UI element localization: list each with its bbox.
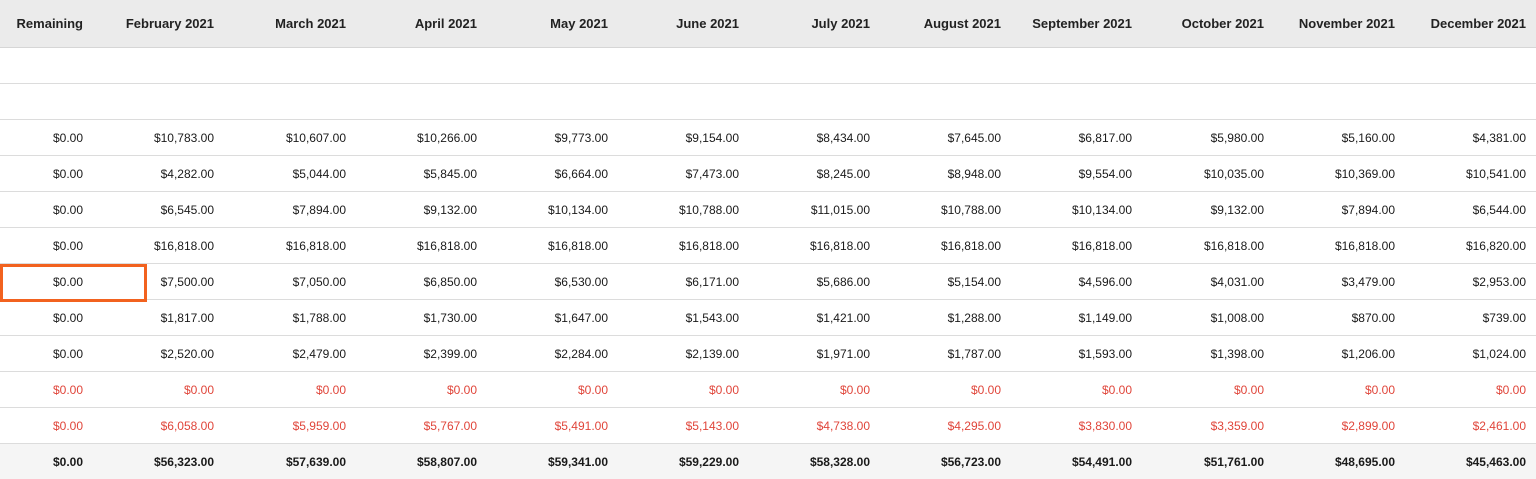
table-cell-r7-2[interactable]: $1,788.00 [292,310,346,325]
header-cell-6[interactable]: July 2021 [811,16,870,31]
table-cell-r6-7[interactable]: $5,154.00 [947,274,1001,289]
table-cell-r11-3[interactable]: $58,807.00 [416,454,477,469]
table-cell-r0-7[interactable] [870,48,1001,83]
table-cell-r9-6[interactable]: $0.00 [839,382,870,397]
table-cell-r0-11[interactable] [1395,48,1526,83]
table-cell-r2-8[interactable]: $6,817.00 [1078,130,1132,145]
table-cell-r6-4[interactable]: $6,530.00 [554,274,608,289]
table-cell-r8-3[interactable]: $2,399.00 [423,346,477,361]
table-cell-r10-8[interactable]: $3,830.00 [1078,418,1132,433]
table-cell-r0-10[interactable] [1264,48,1395,83]
table-cell-r1-3[interactable] [346,84,477,119]
table-cell-r2-3[interactable]: $10,266.00 [416,130,477,145]
table-cell-r11-2[interactable]: $57,639.00 [285,454,346,469]
table-cell-r3-0[interactable]: $0.00 [52,166,83,181]
table-row [0,84,1536,120]
table-cell-r6-0[interactable]: $0.00 [52,274,83,289]
table-cell-r1-7[interactable] [870,84,1001,119]
table-cell-r9-4[interactable]: $0.00 [577,382,608,397]
table-cell-r8-10[interactable]: $1,206.00 [1341,346,1395,361]
table-cell-r3-5[interactable]: $7,473.00 [685,166,739,181]
table-cell-r0-5[interactable] [608,48,739,83]
header-cell-9[interactable]: October 2021 [1181,16,1264,31]
table-row [0,120,1536,156]
table-cell-r1-0[interactable] [0,84,83,119]
table-cell-r3-6[interactable]: $8,245.00 [816,166,870,181]
table-cell-r3-1[interactable]: $4,282.00 [160,166,214,181]
table-cell-r6-11[interactable]: $2,953.00 [1472,274,1526,289]
table-cell-r3-8[interactable]: $9,554.00 [1078,166,1132,181]
table-cell-r0-3[interactable] [346,48,477,83]
table-cell-r2-5[interactable]: $9,154.00 [685,130,739,145]
table-cell-r5-11[interactable]: $16,820.00 [1465,238,1526,253]
table-row [0,408,1536,444]
table-cell-r0-0[interactable] [0,48,83,83]
table-cell-r0-8[interactable] [1001,48,1132,83]
table-cell-r1-11[interactable] [1395,84,1526,119]
table-cell-r11-1[interactable]: $56,323.00 [153,454,214,469]
header-cell-5[interactable]: June 2021 [676,16,739,31]
table-cell-r5-0[interactable]: $0.00 [52,238,83,253]
table-cell-r4-4[interactable]: $10,134.00 [547,202,608,217]
table-cell-r9-2[interactable]: $0.00 [315,382,346,397]
table-cell-r7-9[interactable]: $1,008.00 [1210,310,1264,325]
table-cell-r0-6[interactable] [739,48,870,83]
table-cell-r9-10[interactable]: $0.00 [1364,382,1395,397]
table-cell-r7-1[interactable]: $1,817.00 [160,310,214,325]
table-row [0,192,1536,228]
table-cell-r8-4[interactable]: $2,284.00 [554,346,608,361]
table-cell-r0-1[interactable] [83,48,214,83]
header-cell-3[interactable]: April 2021 [414,16,477,31]
table-cell-r8-1[interactable]: $2,520.00 [160,346,214,361]
table-cell-r4-3[interactable]: $9,132.00 [423,202,477,217]
table-cell-r2-2[interactable]: $10,607.00 [285,130,346,145]
table-cell-r6-1[interactable]: $7,500.00 [160,274,214,289]
table-cell-r3-10[interactable]: $10,369.00 [1334,166,1395,181]
table-cell-r3-4[interactable]: $6,664.00 [554,166,608,181]
table-cell-r8-6[interactable]: $1,971.00 [816,346,870,361]
table-cell-r11-0[interactable]: $0.00 [52,454,83,469]
table-cell-r1-9[interactable] [1132,84,1264,119]
table-cell-r1-2[interactable] [214,84,346,119]
table-cell-r4-11[interactable]: $6,544.00 [1472,202,1526,217]
table-cell-r5-10[interactable]: $16,818.00 [1334,238,1395,253]
table-cell-r10-0[interactable]: $0.00 [52,418,83,433]
table-cell-r6-9[interactable]: $4,031.00 [1210,274,1264,289]
table-cell-r7-7[interactable]: $1,288.00 [947,310,1001,325]
table-cell-r1-10[interactable] [1264,84,1395,119]
table-cell-r7-4[interactable]: $1,647.00 [554,310,608,325]
table-cell-r3-11[interactable]: $10,541.00 [1465,166,1526,181]
table-cell-r7-6[interactable]: $1,421.00 [816,310,870,325]
table-cell-r5-2[interactable]: $16,818.00 [285,238,346,253]
table-cell-r11-7[interactable]: $56,723.00 [940,454,1001,469]
table-cell-r2-6[interactable]: $8,434.00 [816,130,870,145]
table-cell-r5-3[interactable]: $16,818.00 [416,238,477,253]
table-cell-r8-5[interactable]: $2,139.00 [685,346,739,361]
table-cell-r11-5[interactable]: $59,229.00 [678,454,739,469]
table-cell-r4-1[interactable]: $6,545.00 [160,202,214,217]
table-cell-r3-2[interactable]: $5,044.00 [292,166,346,181]
table-cell-r11-9[interactable]: $51,761.00 [1203,454,1264,469]
header-cell-7[interactable]: August 2021 [923,16,1001,31]
table-cell-r5-6[interactable]: $16,818.00 [809,238,870,253]
table-cell-r10-5[interactable]: $5,143.00 [685,418,739,433]
table-cell-r6-6[interactable]: $5,686.00 [816,274,870,289]
table-cell-r10-2[interactable]: $5,959.00 [292,418,346,433]
table-cell-r4-7[interactable]: $10,788.00 [940,202,1001,217]
table-cell-r2-9[interactable]: $5,980.00 [1210,130,1264,145]
table-cell-r11-11[interactable]: $45,463.00 [1465,454,1526,469]
table-cell-r6-10[interactable]: $3,479.00 [1341,274,1395,289]
table-cell-r9-1[interactable]: $0.00 [183,382,214,397]
table-cell-r0-2[interactable] [214,48,346,83]
table-cell-r5-8[interactable]: $16,818.00 [1071,238,1132,253]
table-header-row [0,0,1536,48]
table-cell-r11-4[interactable]: $59,341.00 [547,454,608,469]
table-cell-r0-9[interactable] [1132,48,1264,83]
table-cell-r4-0[interactable]: $0.00 [52,202,83,217]
table-cell-r7-0[interactable]: $0.00 [52,310,83,325]
header-cell-4[interactable]: May 2021 [550,16,608,31]
table-row [0,300,1536,336]
table-cell-r8-0[interactable]: $0.00 [52,346,83,361]
table-cell-r2-1[interactable]: $10,783.00 [153,130,214,145]
table-cell-r7-3[interactable]: $1,730.00 [423,310,477,325]
table-cell-r3-9[interactable]: $10,035.00 [1203,166,1264,181]
table-cell-r3-3[interactable]: $5,845.00 [423,166,477,181]
header-cell-11[interactable]: December 2021 [1430,16,1526,31]
table-cell-r9-5[interactable]: $0.00 [708,382,739,397]
header-cell-2[interactable]: March 2021 [275,16,346,31]
table-cell-r6-2[interactable]: $7,050.00 [292,274,346,289]
table-cell-r7-10[interactable]: $870.00 [1351,310,1395,325]
table-row [0,228,1536,264]
table-cell-r10-7[interactable]: $4,295.00 [947,418,1001,433]
header-cell-8[interactable]: September 2021 [1032,16,1132,31]
table-cell-r4-8[interactable]: $10,134.00 [1071,202,1132,217]
table-row [0,156,1536,192]
table-cell-r4-6[interactable]: $11,015.00 [810,202,870,217]
table-cell-r5-4[interactable]: $16,818.00 [547,238,608,253]
table-cell-r5-9[interactable]: $16,818.00 [1203,238,1264,253]
table-cell-r10-10[interactable]: $2,899.00 [1341,418,1395,433]
table-cell-r8-7[interactable]: $1,787.00 [947,346,1001,361]
table-cell-r11-10[interactable]: $48,695.00 [1334,454,1395,469]
table-cell-r9-11[interactable]: $0.00 [1495,382,1526,397]
table-cell-r10-1[interactable]: $6,058.00 [160,418,214,433]
table-cell-r8-2[interactable]: $2,479.00 [292,346,346,361]
table-cell-r9-3[interactable]: $0.00 [446,382,477,397]
table-cell-r5-5[interactable]: $16,818.00 [678,238,739,253]
table-cell-r0-4[interactable] [477,48,608,83]
table-row [0,336,1536,372]
table-cell-r1-8[interactable] [1001,84,1132,119]
table-cell-r4-2[interactable]: $7,894.00 [292,202,346,217]
table-cell-r2-7[interactable]: $7,645.00 [947,130,1001,145]
table-cell-r10-9[interactable]: $3,359.00 [1210,418,1264,433]
table-cell-r4-10[interactable]: $7,894.00 [1341,202,1395,217]
table-cell-r6-8[interactable]: $4,596.00 [1078,274,1132,289]
table-cell-r7-5[interactable]: $1,543.00 [685,310,739,325]
table-cell-r4-9[interactable]: $9,132.00 [1210,202,1264,217]
table-cell-r9-0[interactable]: $0.00 [52,382,83,397]
header-cell-10[interactable]: November 2021 [1298,16,1395,31]
table-cell-r6-3[interactable]: $6,850.00 [423,274,477,289]
table-cell-r5-1[interactable]: $16,818.00 [153,238,214,253]
table-cell-r8-9[interactable]: $1,398.00 [1210,346,1264,361]
table-cell-r8-8[interactable]: $1,593.00 [1078,346,1132,361]
table-cell-r7-11[interactable]: $739.00 [1482,310,1526,325]
table-cell-r1-1[interactable] [83,84,214,119]
table-cell-r9-8[interactable]: $0.00 [1101,382,1132,397]
total-row [0,444,1536,479]
table-cell-r2-10[interactable]: $5,160.00 [1341,130,1395,145]
table-cell-r2-4[interactable]: $9,773.00 [554,130,608,145]
table-row [0,48,1536,84]
table-cell-r10-4[interactable]: $5,491.00 [554,418,608,433]
table-cell-r9-9[interactable]: $0.00 [1233,382,1264,397]
table-row [0,264,1536,300]
table-cell-r11-8[interactable]: $54,491.00 [1071,454,1132,469]
header-cell-1[interactable]: February 2021 [125,16,214,31]
table-cell-r1-6[interactable] [739,84,870,119]
header-cell-0[interactable]: Remaining [16,16,83,31]
table-cell-r10-11[interactable]: $2,461.00 [1472,418,1526,433]
table-cell-r7-8[interactable]: $1,149.00 [1078,310,1132,325]
table-cell-r1-4[interactable] [477,84,608,119]
table-cell-r6-5[interactable]: $6,171.00 [685,274,739,289]
table-cell-r2-11[interactable]: $4,381.00 [1472,130,1526,145]
table-cell-r5-7[interactable]: $16,818.00 [940,238,1001,253]
table-cell-r11-6[interactable]: $58,328.00 [809,454,870,469]
table-cell-r8-11[interactable]: $1,024.00 [1472,346,1526,361]
table-cell-r9-7[interactable]: $0.00 [970,382,1001,397]
table-row [0,372,1536,408]
table-cell-r10-6[interactable]: $4,738.00 [816,418,870,433]
table-cell-r4-5[interactable]: $10,788.00 [678,202,739,217]
table-cell-r2-0[interactable]: $0.00 [52,130,83,145]
table-cell-r1-5[interactable] [608,84,739,119]
table-cell-r10-3[interactable]: $5,767.00 [423,418,477,433]
table-cell-r3-7[interactable]: $8,948.00 [947,166,1001,181]
